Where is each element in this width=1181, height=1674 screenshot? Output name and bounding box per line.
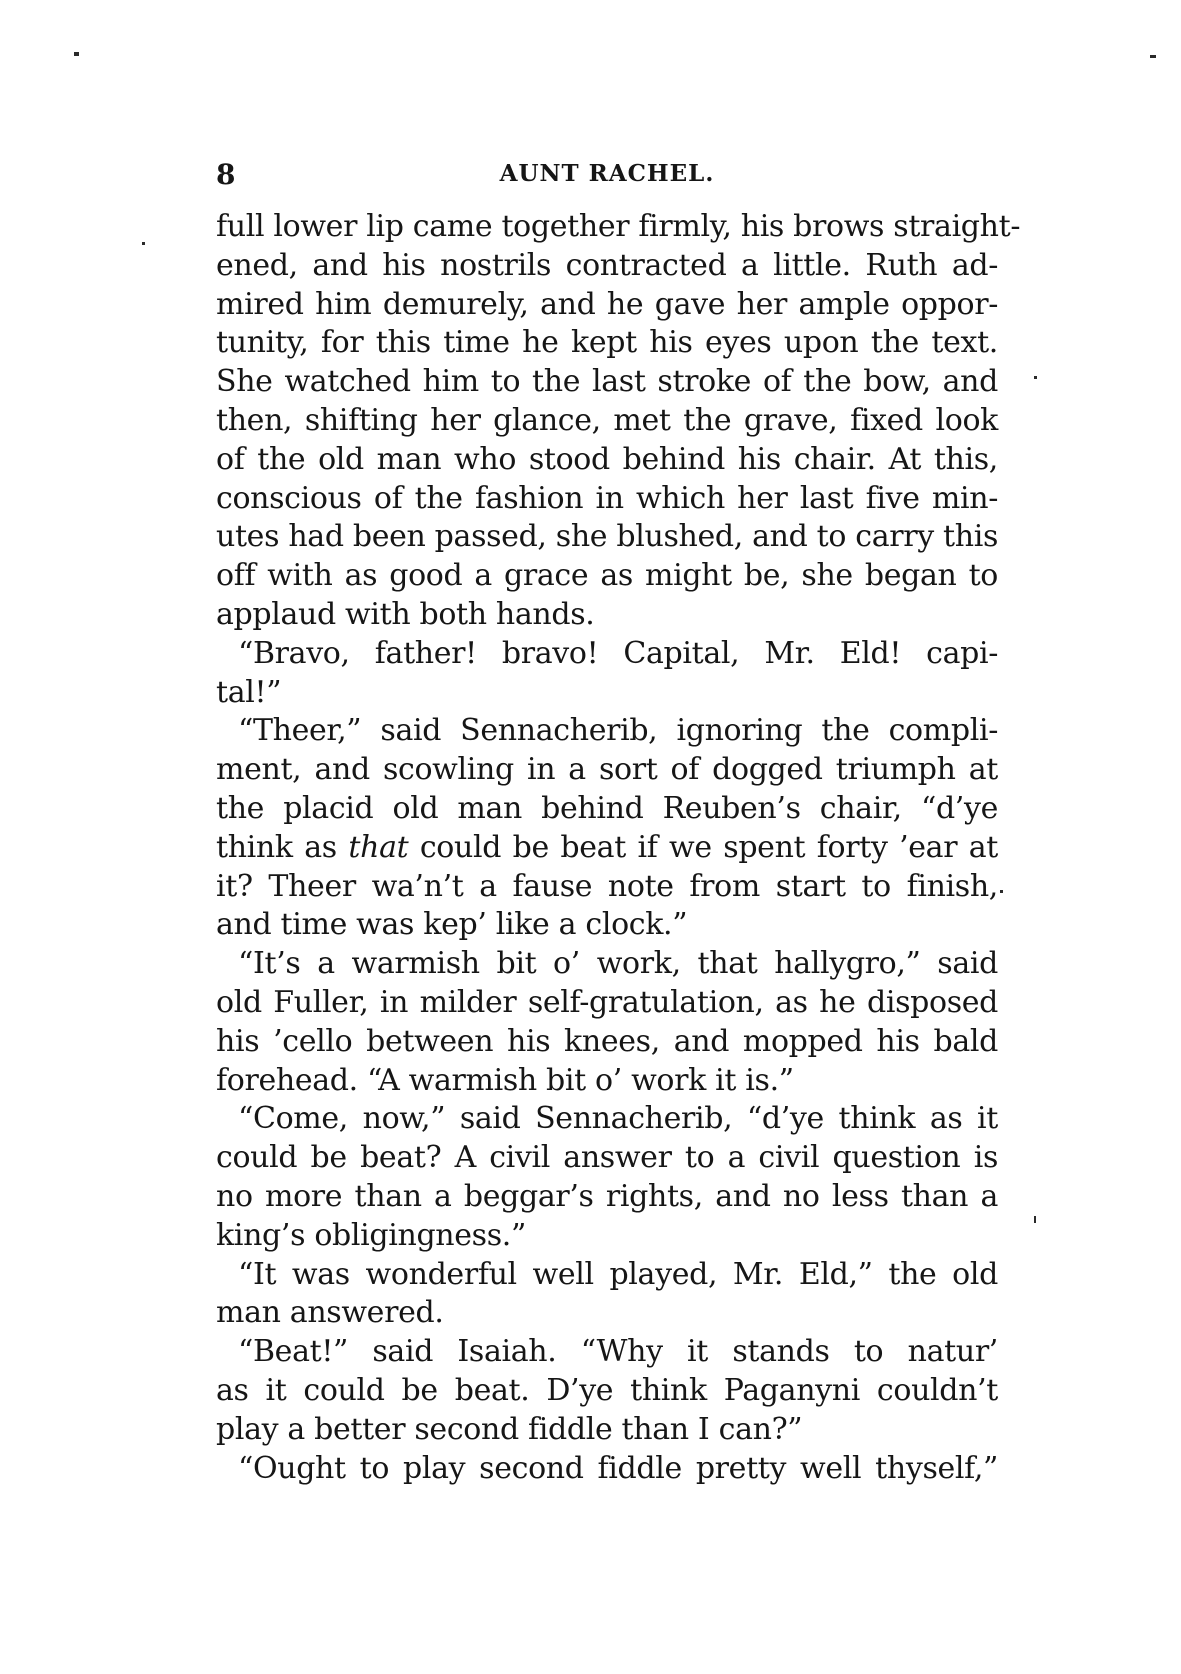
text-line: the placid old man behind Reuben’s chair, “d’ye xyxy=(216,790,998,826)
scan-mark xyxy=(1000,890,1003,893)
text-run: could be beat if we spent forty ’ear at xyxy=(408,829,998,865)
text-line: as it could be beat. D’ye think Paganyni couldn’t xyxy=(216,1372,998,1408)
text-line: “It’s a warmish bit o’ work, that hallygro,” said xyxy=(238,946,998,982)
text-line xyxy=(216,829,998,868)
scan-mark xyxy=(1034,1216,1036,1223)
scan-mark xyxy=(1034,376,1037,379)
text-line: king’s obligingness.” xyxy=(216,1217,526,1253)
text-line: “Ought to play second fiddle pretty well thyself,” xyxy=(238,1450,998,1486)
page-number: 8 xyxy=(216,158,236,191)
scan-mark xyxy=(1150,55,1156,58)
text-line: his ’cello between his knees, and mopped his bald xyxy=(216,1023,998,1059)
text-line: and time was kep’ like a clock.” xyxy=(216,907,688,943)
text-line: could be beat? A civil answer to a civil question is xyxy=(216,1140,998,1176)
text-line: no more than a beggar’s rights, and no less than a xyxy=(216,1178,998,1214)
text-line: applaud with both hands. xyxy=(216,596,595,632)
text-line: “It was wonderful well played, Mr. Eld,” the old xyxy=(238,1256,998,1292)
text-line: full lower lip came together firmly, his brows straight- xyxy=(216,209,1021,244)
running-head xyxy=(216,158,998,198)
text-line: tal!” xyxy=(216,674,282,710)
text-line: utes had been passed, she blushed, and to carry this xyxy=(216,519,998,555)
text-line: mired him demurely, and he gave her ample oppor- xyxy=(216,286,998,322)
text-line: of the old man who stood behind his chair. At this, xyxy=(216,441,998,477)
text-line: man answered. xyxy=(216,1295,444,1331)
text-line: play a better second fiddle than I can?” xyxy=(216,1411,803,1447)
text-line: off with as good a grace as might be, she began to xyxy=(216,558,998,594)
scan-mark xyxy=(142,242,145,245)
text-line: ment, and scowling in a sort of dogged triumph at xyxy=(216,752,998,788)
text-line: “Bravo, father! bravo! Capital, Mr. Eld! capi- xyxy=(238,635,998,671)
italic-word: that xyxy=(348,829,409,865)
text-line: tunity, for this time he kept his eyes upon the text. xyxy=(216,325,998,361)
text-line: it? Theer wa’n’t a fause note from start to finish, xyxy=(216,868,998,904)
text-line: “Come, now,” said Sennacherib, “d’ye think as it xyxy=(238,1101,998,1137)
text-run: think as xyxy=(216,829,349,865)
text-line: then, shifting her glance, met the grave, fixed look xyxy=(216,402,998,438)
text-line: “Theer,” said Sennacherib, ignoring the compli- xyxy=(238,713,998,749)
body-text xyxy=(216,208,1021,1488)
text-line: old Fuller, in milder self-gratulation, as he disposed xyxy=(216,984,998,1020)
scan-mark xyxy=(74,52,79,56)
text-line: “Beat!” said Isaiah. “Why it stands to natur’ xyxy=(238,1334,998,1370)
text-line: conscious of the fashion in which her last five min- xyxy=(216,480,998,516)
text-line: ened, and his nostrils contracted a little. Ruth ad- xyxy=(216,247,998,283)
text-line: She watched him to the last stroke of the bow, and xyxy=(216,364,998,400)
text-line: forehead. “A warmish bit o’ work it is.” xyxy=(216,1062,794,1098)
running-title: AUNT RACHEL. xyxy=(499,160,715,187)
